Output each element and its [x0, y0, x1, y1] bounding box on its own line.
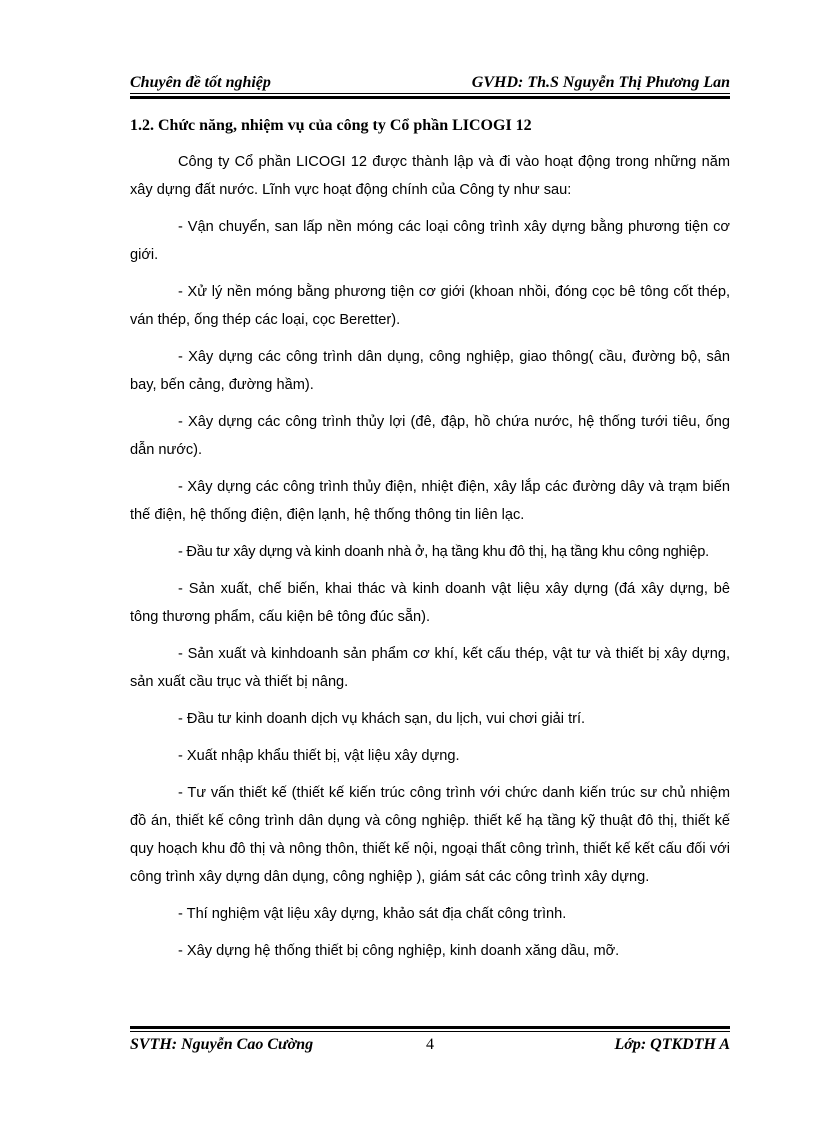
paragraph: - Xây dựng hệ thống thiết bị công nghiệp, kinh doanh xăng dầu, mỡ.: [178, 943, 620, 959]
header-rule-thin: [130, 93, 730, 94]
paragraph: - Đầu tư xây dựng và kinh doanh nhà ở, hạ tầng khu đô thị, hạ tầng khu công nghiệp.: [178, 544, 709, 560]
paragraph: - Tư vấn thiết kế (thiết kế kiến trúc công trình với chức danh kiến trúc sư chủ nhiệm đồ án, thiết kế công trình dân dụng và công nghiệp. thiết kế hạ tầng kỹ thuật đô thị, thiết kế quy hoạch khu đô thị và nông thôn, thiết kế nội, ngoại thất công trình, thiết kế kết cấu đối với công trình xây dựng dân dụng, công nghiệp ), giám sát các công trình xây dựng.: [130, 785, 730, 885]
paragraph: - Xử lý nền móng bằng phương tiện cơ giới (khoan nhồi, đóng cọc bê tông cốt thép, ván thép, ống thép các loại, cọc Beretter).: [130, 284, 730, 328]
paragraph: Công ty Cổ phần LICOGI 12 được thành lập và đi vào hoạt động trong những năm xây dựng đất nước. Lĩnh vực hoạt động chính của Công ty như sau:: [130, 154, 730, 198]
header-supervisor: GVHD: Th.S Nguyễn Thị Phương Lan: [471, 74, 730, 91]
page-footer: [130, 1036, 730, 1060]
page-number: 4: [426, 1036, 434, 1053]
footer-student: SVTH: Nguyễn Cao Cường: [130, 1036, 314, 1053]
paragraph: - Xây dựng các công trình dân dụng, công nghiệp, giao thông( cầu, đường bộ, sân bay, bến cảng, đường hầm).: [130, 349, 730, 393]
paragraph: - Sản xuất và kinhdoanh sản phẩm cơ khí, kết cấu thép, vật tư và thiết bị xây dựng, sản xuất cầu trục và thiết bị nâng.: [130, 646, 730, 690]
footer-class: Lớp: QTKDTH A: [614, 1036, 730, 1053]
paragraph: - Thí nghiệm vật liệu xây dựng, khảo sát địa chất công trình.: [178, 906, 567, 922]
paragraph: - Đầu tư kinh doanh dịch vụ khách sạn, du lịch, vui chơi giải trí.: [178, 711, 586, 727]
paragraph: - Sản xuất, chế biến, khai thác và kinh doanh vật liệu xây dựng (đá xây dựng, bê tông thương phẩm, cấu kiện bê tông đúc sẵn).: [130, 581, 730, 625]
section-title: 1.2. Chức năng, nhiệm vụ của công ty Cổ phần LICOGI 12: [130, 117, 532, 134]
footer-rule-thick: [130, 1026, 730, 1029]
paragraph: - Vận chuyển, san lấp nền móng các loại công trình xây dựng bằng phương tiện cơ giới.: [130, 219, 730, 263]
paragraph: - Xây dựng các công trình thủy điện, nhiệt điện, xây lắp các đường dây và trạm biến thế điện, hệ thống điện, điện lạnh, hệ thống thông tin liên lạc.: [130, 479, 730, 523]
header-document-type: Chuyên đề tốt nghiệp: [130, 74, 271, 91]
paragraph: - Xuất nhập khẩu thiết bị, vật liệu xây dựng.: [178, 748, 460, 764]
page-header: [130, 66, 730, 92]
footer-rule-thin: [130, 1031, 730, 1032]
paragraph: - Xây dựng các công trình thủy lợi (đê, đập, hồ chứa nước, hệ thống tưới tiêu, ống dẫn nước).: [130, 414, 730, 458]
header-rule-thick: [130, 96, 730, 99]
page-body: [130, 112, 730, 974]
